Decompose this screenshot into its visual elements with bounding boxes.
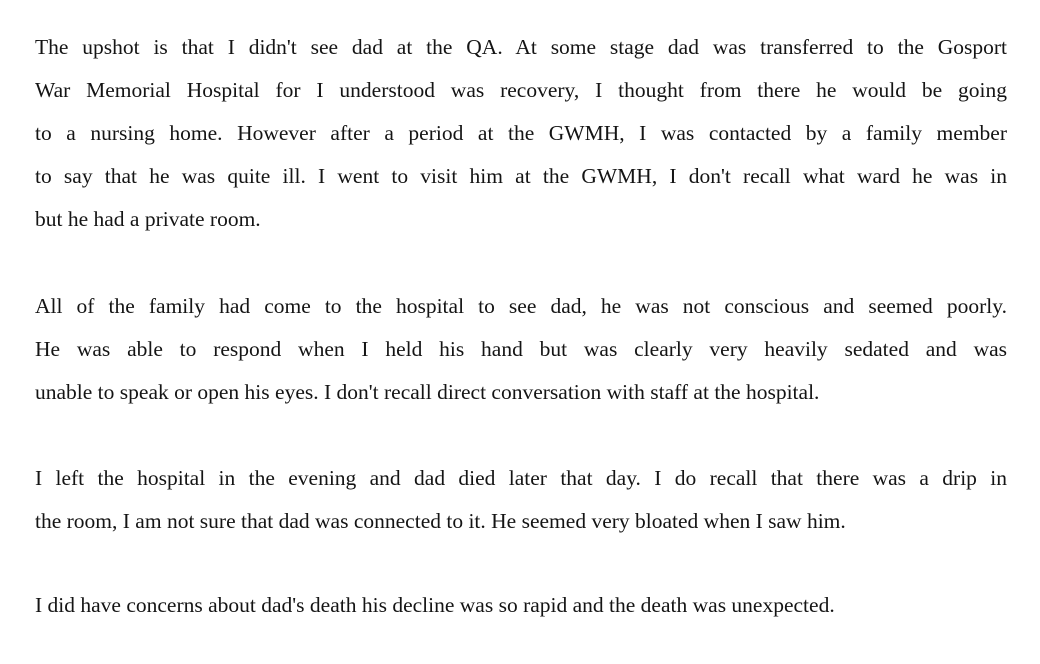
paragraph-evening-departure bbox=[35, 457, 1007, 543]
paragraph-transfer-to-gwmh bbox=[35, 26, 1007, 241]
text-line: to a nursing home. However after a period at the GWMH, I was contacted by a family member bbox=[35, 121, 1007, 145]
text-line: I did have concerns about dad's death his decline was so rapid and the death was unexpected. bbox=[35, 593, 835, 617]
text-line: unable to speak or open his eyes. I don't recall direct conversation with staff at the hospital. bbox=[35, 380, 820, 404]
text-line: All of the family had come to the hospital to see dad, he was not conscious and seemed poorly. bbox=[35, 294, 1007, 318]
text-line: War Memorial Hospital for I understood was recovery, I thought from there he would be going bbox=[35, 78, 1007, 102]
paragraph-family-visit bbox=[35, 285, 1007, 414]
text-line: but he had a private room. bbox=[35, 207, 261, 231]
text-line: The upshot is that I didn't see dad at the QA. At some stage dad was transferred to the Gosport bbox=[35, 35, 1007, 59]
text-line: the room, I am not sure that dad was connected to it. He seemed very bloated when I saw him. bbox=[35, 509, 846, 533]
paragraph-concerns bbox=[35, 584, 1007, 627]
text-line: to say that he was quite ill. I went to visit him at the GWMH, I don't recall what ward he was in bbox=[35, 164, 1007, 188]
text-line: I left the hospital in the evening and dad died later that day. I do recall that there was a drip in bbox=[35, 466, 1007, 490]
text-line: He was able to respond when I held his hand but was clearly very heavily sedated and was bbox=[35, 337, 1007, 361]
